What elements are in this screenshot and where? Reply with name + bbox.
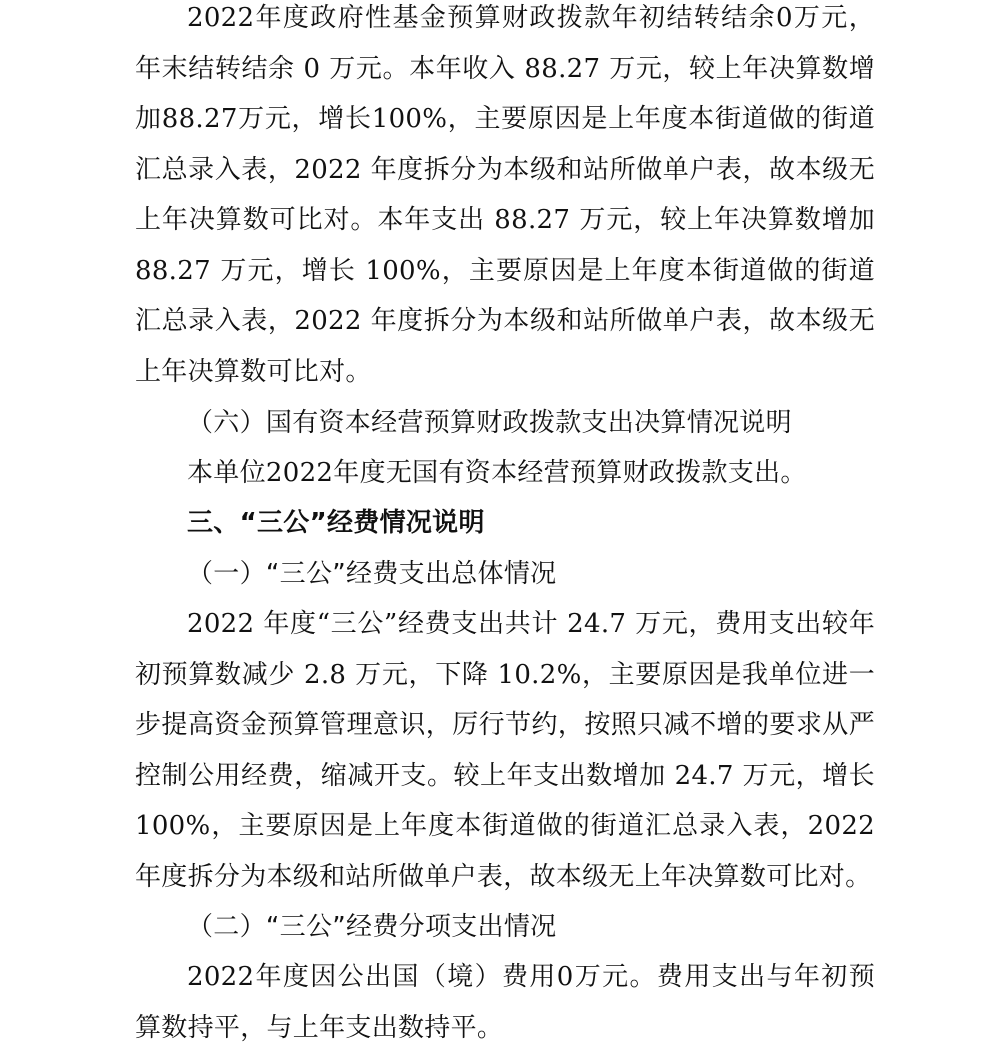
heading-subsection-one: （一）“三公”经费支出总体情况 xyxy=(187,559,557,589)
heading-section-three: 三、“三公”经费情况说明 xyxy=(187,508,485,538)
paragraph-overseas-travel: 2022年度因公出国（境）费用0万元。费用支出与年初预算数持平，与上年支出数持平。 xyxy=(135,962,875,1043)
paragraph-three-public-overall: 2022 年度“三公”经费支出共计 24.7 万元，费用支出较年初预算数减少 2.8 万元，下降 10.2%，主要原因是我单位进一步提高资金预算管理意识，厉行节约，按照只减不增的要求从严控制公用经费，缩减开支。较上年支出数增加 24.7 万元，增长100%，主要原因是上年度本街道做的街道汇总录入表，2022 年度拆分为本级和站所做单户表，故本级无上年决算数可比对。 xyxy=(135,609,875,892)
paragraph-state-capital: 本单位2022年度无国有资本经营预算财政拨款支出。 xyxy=(187,458,807,488)
heading-subsection-two: （二）“三公”经费分项支出情况 xyxy=(187,912,557,942)
paragraph-government-fund: 2022年度政府性基金预算财政拨款年初结转结余0万元，年末结转结余 0 万元。本年收入 88.27 万元，较上年决算数增加88.27万元，增长100%，主要原因是上年度本街道做的街道汇总录入表，2022 年度拆分为本级和站所做单户表，故本级无上年决算数可比对。本年支出 88.27 万元，较上年决算数增加 88.27 万元，增长 100%，主要原因是上年度本街道做的街道汇总录入表，2022 年度拆分为本级和站所做单户表，故本级无上年决算数可比对。 xyxy=(135,3,875,387)
heading-section-six: （六）国有资本经营预算财政拨款支出决算情况说明 xyxy=(187,408,792,438)
